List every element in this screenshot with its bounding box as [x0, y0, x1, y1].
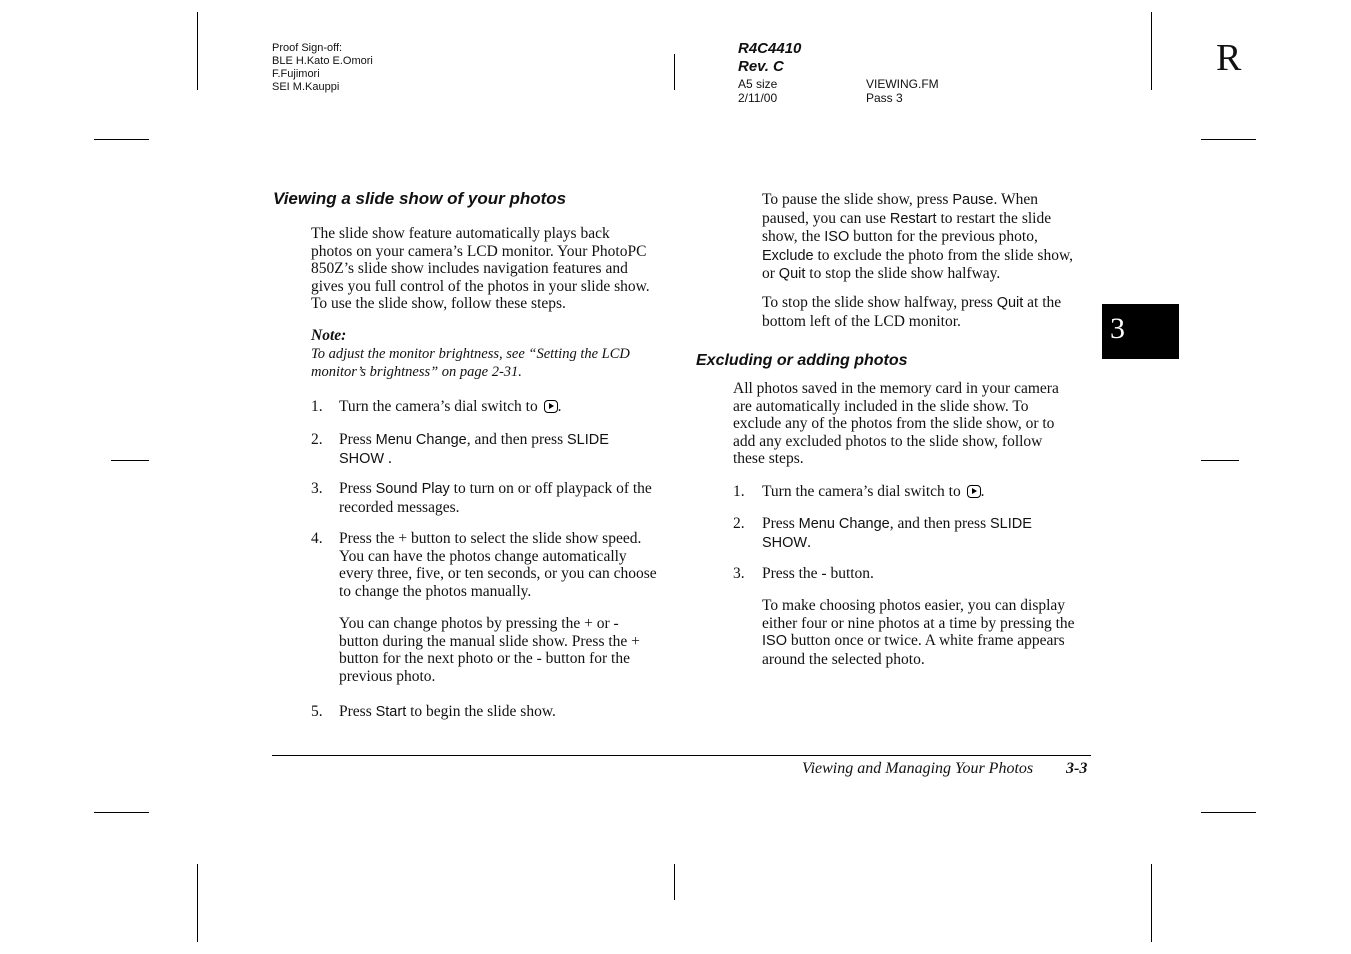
crop-mark: [674, 864, 675, 900]
proof-line: Proof Sign-off:: [272, 42, 343, 54]
text: .: [557, 398, 562, 415]
crop-mark: [1201, 139, 1256, 140]
text: Press: [339, 431, 376, 448]
stop-paragraph: [762, 294, 1061, 330]
crop-mark: [197, 12, 198, 90]
text: . When: [993, 191, 1038, 208]
doc-file: VIEWING.FM: [866, 77, 939, 91]
doc-rev: Rev. C: [738, 58, 784, 75]
text-line: are automatically included in the slide show. To: [733, 397, 1029, 415]
text: paused, you can use: [762, 209, 890, 227]
ui-term: SLIDE: [567, 432, 609, 448]
intro-paragraph: [311, 225, 650, 313]
text: .: [384, 449, 392, 467]
ui-term: Start: [375, 704, 407, 720]
text: to exclude the photo from the slide show,: [813, 246, 1074, 264]
step-number: 1.: [311, 398, 323, 415]
text: or: [762, 265, 779, 283]
text: Press: [339, 703, 376, 720]
text: at the: [1023, 294, 1062, 311]
text-line: The slide show feature automatically plays back: [311, 225, 610, 242]
playback-icon: [967, 485, 981, 498]
text-line: previous photo.: [339, 667, 436, 685]
step-number: 3.: [733, 565, 745, 582]
ui-term: Sound Play: [375, 481, 450, 497]
note-title: Note:: [311, 327, 347, 344]
ui-term: SHOW: [762, 534, 808, 551]
step-text: [762, 515, 1032, 552]
text-line: button for the next photo or the - button for the: [339, 650, 630, 668]
step-number: 1.: [733, 483, 745, 500]
crop-mark: [1151, 12, 1152, 90]
section-heading: Excluding or adding photos: [696, 352, 908, 369]
doc-code: R4C4410: [738, 40, 802, 57]
doc-pass: Pass 3: [866, 91, 903, 105]
crop-mark: [94, 139, 149, 140]
doc-date: 2/11/00: [738, 91, 778, 105]
doc-size: A5 size: [738, 77, 778, 91]
proof-signoff: [272, 42, 373, 94]
text-line: To adjust the monitor brightness, see “Setting the LCD: [311, 346, 630, 362]
text-line: recorded messages.: [339, 498, 460, 516]
step-text: [339, 480, 652, 516]
text: , and then press: [889, 515, 990, 532]
text-line: around the selected photo.: [762, 650, 925, 668]
ui-term: Quit: [996, 295, 1024, 311]
text-line: monitor’s brightness” on page 2-31.: [311, 363, 522, 380]
text: Press: [339, 480, 376, 497]
text-line: photos on your camera’s LCD monitor. Your PhotoPC: [311, 242, 647, 260]
step-number: 2.: [311, 431, 323, 448]
text: Turn the camera’s dial switch to: [762, 483, 961, 500]
ui-term: Restart: [889, 210, 937, 227]
step-text: [339, 703, 556, 722]
text-line: these steps.: [733, 450, 804, 468]
text-line: either four or nine photos at a time by pressing the: [762, 614, 1075, 632]
text: to begin the slide show.: [406, 703, 556, 720]
text-line: every three, five, or ten seconds, or you can choose: [339, 565, 657, 583]
text-line: Press the + button to select the slide show speed.: [339, 530, 642, 547]
text: to restart the slide: [936, 209, 1052, 227]
step-number: 2.: [733, 515, 745, 532]
step-text: [339, 431, 609, 468]
step-text: Press the - button.: [762, 565, 874, 582]
crop-mark: [1201, 812, 1256, 813]
text-line: To make choosing photos easier, you can display: [762, 597, 1066, 614]
crop-mark: [197, 864, 198, 942]
section-heading: Viewing a slide show of your photos: [273, 189, 567, 208]
text: .: [807, 533, 811, 551]
text: show, the: [762, 228, 825, 246]
step-text: [762, 483, 985, 501]
crop-mark: [111, 460, 149, 461]
playback-icon: [544, 400, 558, 413]
ui-term: Exclude: [762, 247, 814, 264]
step-text: [339, 398, 562, 416]
text-line: bottom left of the LCD monitor.: [762, 312, 961, 330]
text-line: add any excluded photos to the slide show, follow: [733, 432, 1043, 450]
registration-mark: R: [1216, 37, 1242, 79]
step-text: [339, 530, 657, 600]
ui-term: ISO: [762, 633, 787, 650]
text-line: All photos saved in the memory card in your camera: [733, 380, 1059, 397]
step-number: 3.: [311, 480, 323, 497]
footer-title: Viewing and Managing Your Photos: [802, 760, 1034, 777]
ui-term: ISO: [824, 229, 850, 246]
ui-term: SLIDE: [990, 516, 1032, 532]
text-line: to change the photos manually.: [339, 582, 532, 600]
step-detail: [762, 597, 1075, 668]
text: To stop the slide show halfway, press: [762, 294, 997, 311]
ui-term: Pause: [952, 192, 994, 208]
text-line: You can change photos by pressing the + or -: [339, 615, 619, 632]
crop-mark: [94, 812, 149, 813]
intro-paragraph: [733, 380, 1059, 468]
footer-rule: [272, 755, 1091, 756]
text-line: gives you full control of the photos in your slide show.: [311, 277, 650, 295]
text: button once or twice. A white frame appears: [786, 632, 1065, 650]
text: button for the previous photo,: [849, 228, 1038, 246]
note-body: [311, 346, 630, 381]
text: , and then press: [466, 431, 567, 448]
step-number: 4.: [311, 530, 323, 547]
text-line: You can have the photos change automatically: [339, 547, 627, 565]
chapter-number: 3: [1110, 312, 1125, 345]
text: Turn the camera’s dial switch to: [339, 398, 538, 415]
proof-line: BLE H.Kato E.Omori: [272, 55, 373, 67]
ui-term: Menu Change: [375, 432, 467, 448]
proof-line: F.Fujimori: [272, 68, 320, 80]
chapter-tab: [1102, 304, 1179, 359]
text-line: 850Z’s slide show includes navigation features and: [311, 260, 628, 278]
ui-term: Quit: [778, 266, 806, 283]
crop-mark: [1151, 864, 1152, 942]
text: .: [980, 483, 985, 500]
page-number: 3-3: [1066, 760, 1088, 777]
step-number: 5.: [311, 703, 323, 720]
text: Press: [762, 515, 799, 532]
text-line: To use the slide show, follow these steps.: [311, 295, 566, 313]
step-detail: [339, 615, 640, 685]
crop-mark: [1201, 460, 1239, 461]
ui-term: SHOW: [339, 450, 385, 467]
ui-term: Menu Change: [798, 516, 890, 532]
proof-line: SEI M.Kauppi: [272, 81, 340, 93]
crop-mark: [674, 54, 675, 90]
text-line: exclude any of the photos from the slide show, or to: [733, 415, 1055, 433]
text-line: button during the manual slide show. Press the +: [339, 632, 640, 650]
pause-paragraph: [762, 191, 1073, 284]
text: to stop the slide show halfway.: [805, 265, 1001, 283]
text: to turn on or off playpack of the: [449, 480, 652, 497]
text: To pause the slide show, press: [762, 191, 953, 208]
